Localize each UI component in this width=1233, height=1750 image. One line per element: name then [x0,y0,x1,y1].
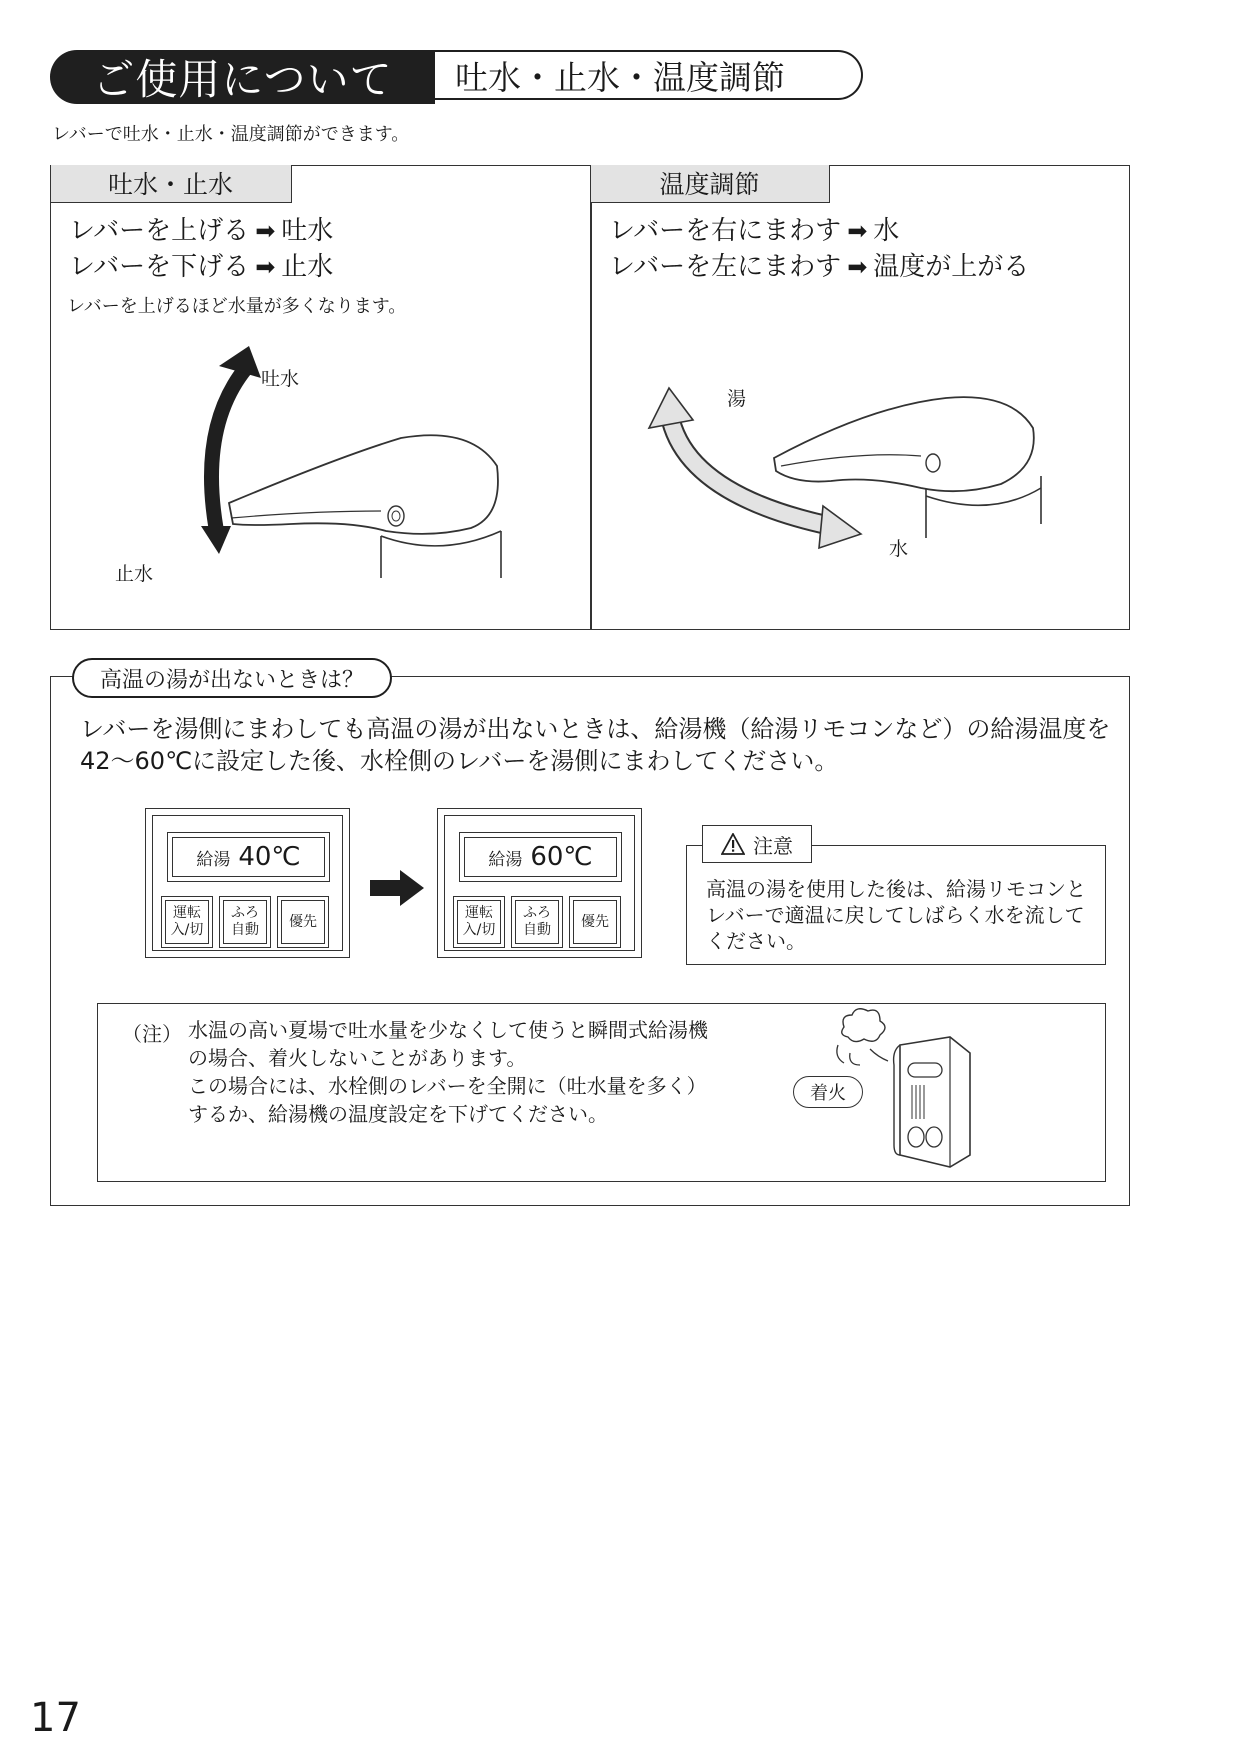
remote-after [437,808,642,958]
note-line: この場合には、水栓側のレバーを全開に（吐水量を多く） [188,1074,707,1098]
intro-text: レバーで吐水・止水・温度調節ができます。 [52,124,410,145]
bath-auto-button [219,896,271,948]
flow-note: レバーを上げるほど水量が多くなります。 [67,296,407,317]
bath-button-line2: 自動 [523,922,551,938]
label-cold: 水 [889,538,909,560]
temp-left-action: レバーを左にまわす [609,252,842,282]
label-spout: 吐水 [261,368,300,390]
remote-display-label: 給湯 [196,849,231,870]
bath-button-line1: ふろ [231,905,259,921]
priority-button [277,896,329,948]
priority-button-label: 優先 [581,913,609,930]
note-line: するか、給湯機の温度設定を下げてください。 [188,1102,608,1126]
water-heater-icon [830,1005,980,1175]
power-button [161,896,213,948]
note-mark: （注） [122,1022,182,1046]
note-line: 水温の高い夏場で吐水量を少なくして使うと瞬間式給湯機 [188,1018,708,1042]
section-title: ご使用について [50,50,435,104]
flow-down-action: レバーを下げる [69,252,250,282]
right-arrow-icon: ➡ [847,253,868,281]
note-text [188,1016,758,1128]
caution-header [702,825,812,863]
right-arrow-icon: ➡ [847,217,868,245]
ignition-label: 着火 [793,1076,863,1108]
flow-down-result: 止水 [281,252,334,282]
bath-button-line1: ふろ [523,905,551,921]
power-button [453,896,505,948]
lever-rotate-illustration [591,166,1129,628]
label-hot: 湯 [727,388,747,410]
remote-before [145,808,350,958]
transition-arrow-icon [370,868,426,908]
priority-button [569,896,621,948]
flow-up-action: レバーを上げる [69,216,250,246]
remote-display-temp: 40℃ [238,842,301,872]
right-arrow-icon: ➡ [255,253,276,281]
hot-water-instructions: レバーを湯側にまわしても高温の湯が出ないときは、給湯機（給湯リモコンなど）の給湯温度を42〜60℃に設定した後、水栓側のレバーを湯側にまわしてください。 [80,715,1111,775]
flow-panel [50,165,592,630]
remote-display-temp: 60℃ [530,842,593,872]
page-number: 17 [30,1695,81,1741]
power-button-line1: 運転 [465,905,493,921]
temperature-panel [590,165,1130,630]
right-arrow-icon: ➡ [255,217,276,245]
note-line: の場合、着火しないことがあります。 [188,1046,527,1070]
power-button-line2: 入/切 [462,922,496,938]
temp-left-result: 温度が上がる [873,252,1030,282]
bath-auto-button [511,896,563,948]
section-subtitle: 吐水・止水・温度調節 [435,50,863,100]
label-stop: 止水 [115,563,154,585]
remote-display-label: 給湯 [488,849,523,870]
caution-title: 注意 [753,833,793,858]
power-button-line2: 入/切 [170,922,204,938]
priority-button-label: 優先 [289,913,317,930]
remote-display [167,832,330,882]
power-button-line1: 運転 [173,905,201,921]
flow-panel-tab: 吐水・止水 [50,165,292,203]
temp-right-result: 水 [873,216,900,246]
caution-text: 高温の湯を使用した後は、給湯リモコンとレバーで適温に戻してしばらく水を流してください。 [706,877,1086,953]
temperature-panel-tab: 温度調節 [590,165,830,203]
flow-up-result: 吐水 [281,216,334,246]
warning-icon [721,833,745,855]
bath-button-line2: 自動 [231,922,259,938]
hot-water-question: 高温の湯が出ないときは？ [72,658,392,698]
remote-display [459,832,622,882]
temp-right-action: レバーを右にまわす [609,216,842,246]
